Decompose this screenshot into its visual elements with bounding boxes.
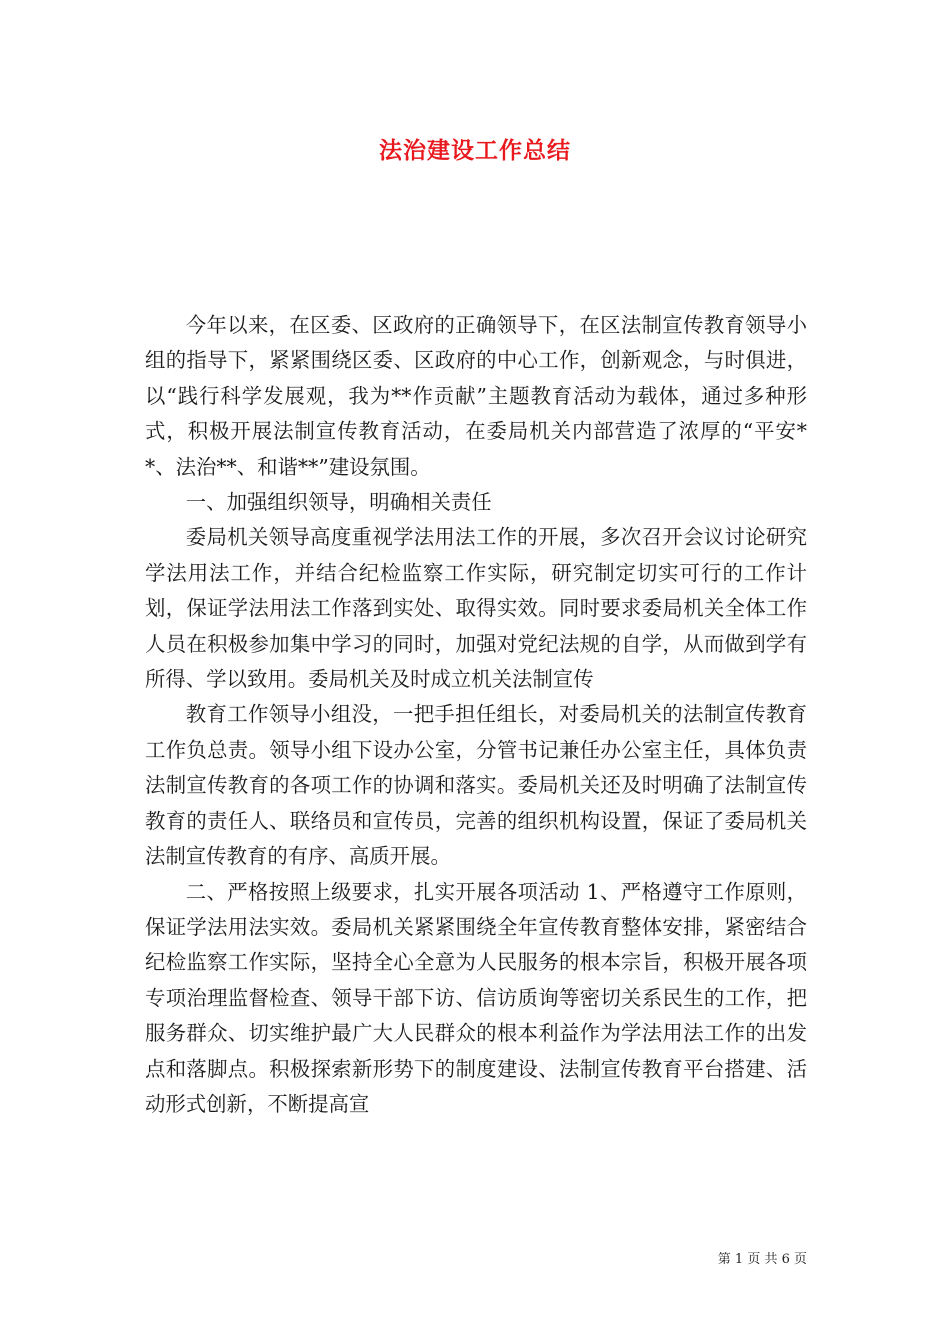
- page-number-footer: 第 1 页 共 6 页: [717, 1252, 807, 1267]
- document-body: [145, 308, 807, 1122]
- section-1-paragraph-1: 委局机关领导高度重视学法用法工作的开展，多次召开会议讨论研究学法用法工作，并结合纪检监察工作实际，研究制定切实可行的工作计划，保证学法用法工作落到实处、取得实效。同时要求委局机关全体工作人员在积极参加集中学习的同时，加强对党纪法规的自学，从而做到学有所得、学以致用。委局机关及时成立机关法制宣传: [145, 525, 807, 692]
- section-heading-1: 一、加强组织领导，明确相关责任: [185, 490, 492, 515]
- section-2-paragraph: 二、严格按照上级要求，扎实开展各项活动 1、严格遵守工作原则，保证学法用法实效。委局机关紧紧围绕全年宣传教育整体安排，紧密结合纪检监察工作实际，坚持全心全意为人民服务的根本宗旨，积极开展各项专项治理监督检查、领导干部下访、信访质询等密切关系民生的工作，把服务群众、切实维护最广大人民群众的根本利益作为学法用法工作的出发点和落脚点。积极探索新形势下的制度建设、法制宣传教育平台搭建、活动形式创新，不断提高宣: [145, 879, 807, 1116]
- section-1-paragraph-2: 教育工作领导小组没，一把手担任组长，对委局机关的法制宣传教育工作负总责。领导小组下设办公室，分管书记兼任办公室主任，具体负责法制宣传教育的各项工作的协调和落实。委局机关还及时明确了法制宣传教育的责任人、联络员和宣传员，完善的组织机构设置，保证了委局机关法制宣传教育的有序、高质开展。: [145, 702, 807, 869]
- intro-paragraph: 今年以来，在区委、区政府的正确领导下，在区法制宣传教育领导小组的指导下，紧紧围绕区委、区政府的中心工作，创新观念，与时俱进，以“践行科学发展观，我为**作贡献”主题教育活动为载体，通过多种形式，积极开展法制宣传教育活动，在委局机关内部营造了浓厚的“平安**、法治**、和谐**”建设氛围。: [145, 313, 807, 479]
- document-title: 法治建设工作总结: [379, 137, 571, 164]
